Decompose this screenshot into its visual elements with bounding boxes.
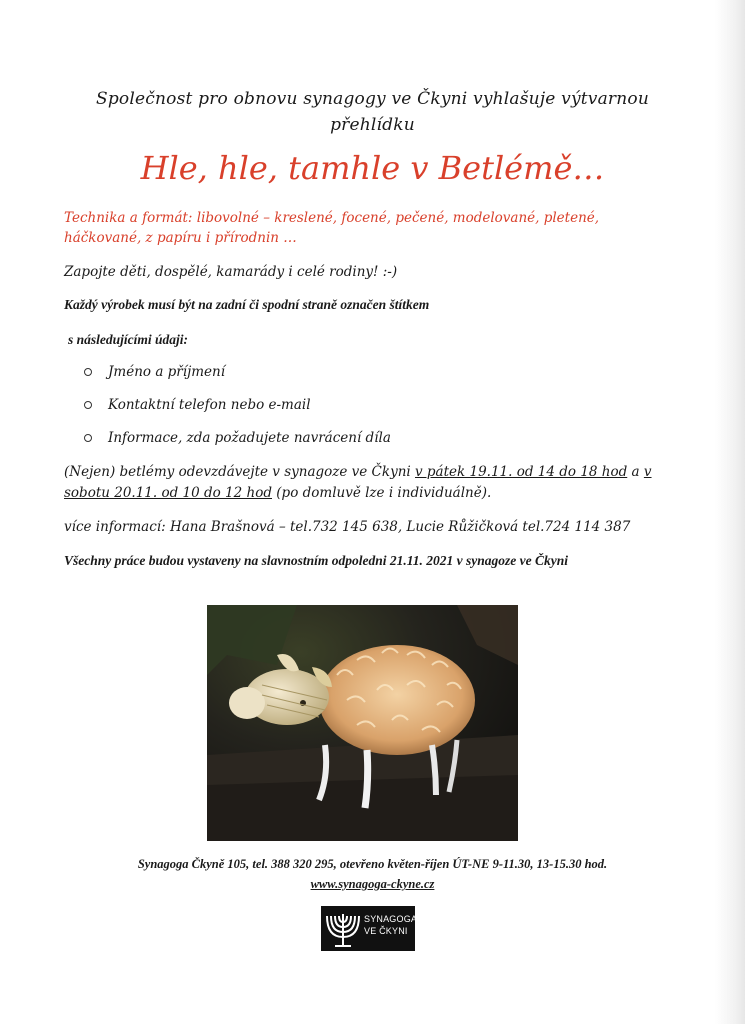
website-link[interactable]: www.synagoga-ckyne.cz xyxy=(310,877,435,891)
event-title: Hle, hle, tamhle v Betlémě… xyxy=(140,149,605,187)
intro-text xyxy=(40,86,705,138)
scan-page-edge xyxy=(715,0,745,1024)
label-rule-line-1: Každý výrobek musí být na zadní či spodní straně označen štítkem xyxy=(64,297,430,312)
technique-text: Technika a formát: libovolné – kreslené, focené, pečené, modelované, pletené, háčkované, z papíru i přírodnin … xyxy=(64,210,600,246)
exhibition-info: Všechny práce budou vystaveny na slavnostním odpoledni 21.11. 2021 v synagoze ve Čkyni xyxy=(64,553,568,568)
straw-sheep-illustration xyxy=(207,605,518,841)
intro-line-1: Společnost pro obnovu synagogy ve Čkyni vyhlašuje výtvarnou xyxy=(96,89,649,109)
delivery-info: (Nejen) betlémy odevzdávejte v synagoze ve Čkyni v pátek 19.11. od 14 do 18 hod a v sobotu 20.11. od 10 do 12 hod (po domluvě lze i individuálně). xyxy=(64,464,652,501)
label-requirements-list xyxy=(84,362,644,461)
intro-line-2: přehlídku xyxy=(330,115,415,135)
delivery-date-friday: v pátek 19.11. od 14 do 18 hod xyxy=(415,464,628,480)
list-item: Informace, zda požadujete navrácení díla xyxy=(84,428,644,461)
delivery-date-saturday: v sobotu 20.11. od 10 do 12 hod xyxy=(64,464,652,501)
list-item: Jméno a příjmení xyxy=(84,362,644,395)
menorah-icon xyxy=(323,906,363,951)
list-item: Kontaktní telefon nebo e-mail xyxy=(84,395,644,428)
synagoga-logo xyxy=(321,906,418,951)
bullet-circle-icon xyxy=(84,368,92,376)
logo-text: SYNAGOGA VE ČKYNI xyxy=(364,914,418,936)
label-rule-line-2: s následujícími údaji: xyxy=(68,332,189,347)
bullet-circle-icon xyxy=(84,401,92,409)
straw-sheep-photo xyxy=(207,605,518,841)
contact-info: více informací: Hana Brašnová – tel.732 145 638, Lucie Růžičková tel.724 114 387 xyxy=(64,519,631,535)
footer-address: Synagoga Čkyně 105, tel. 388 320 295, otevřeno květen-říjen ÚT-NE 9-11.30, 13-15.30 hod. xyxy=(137,857,608,871)
footer-website xyxy=(40,875,705,893)
bullet-circle-icon xyxy=(84,434,92,442)
invite-text: Zapojte děti, dospělé, kamarády i celé rodiny! :-) xyxy=(64,264,398,280)
